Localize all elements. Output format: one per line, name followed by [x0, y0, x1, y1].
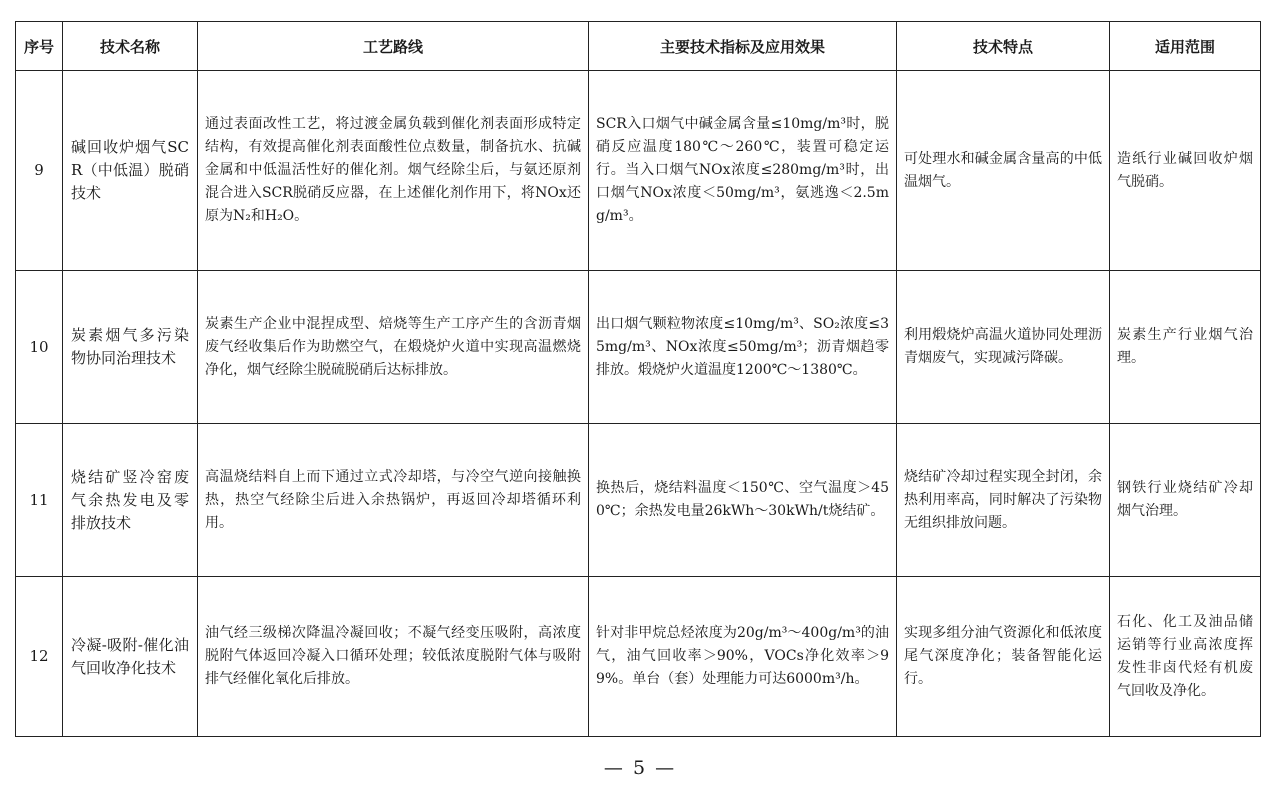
row-scope: 钢铁行业烧结矿冷却烟气治理。 — [1110, 424, 1261, 577]
page-number: — 5 — — [603, 757, 677, 779]
technology-table — [15, 21, 1261, 737]
table-row — [16, 71, 1261, 271]
row-process-route: 炭素生产企业中混捏成型、焙烧等生产工序产生的含沥青烟废气经收集后作为助燃空气，在煅烧炉火道中实现高温燃烧净化，烟气经除尘脱硫脱硝后达标排放。 — [198, 271, 589, 424]
row-process-route: 油气经三级梯次降温冷凝回收；不凝气经变压吸附，高浓度脱附气体返回冷凝入口循环处理；较低浓度脱附气体与吸附排气经催化氧化后排放。 — [198, 577, 589, 737]
row-indicators: 针对非甲烷总烃浓度为20g/m³～400g/m³的油气，油气回收率＞90%，VOCs净化效率＞99%。单台（套）处理能力可达6000m³/h。 — [589, 577, 897, 737]
row-indicators: 换热后，烧结料温度＜150℃、空气温度＞450℃；余热发电量26kWh～30kWh/t烧结矿。 — [589, 424, 897, 577]
row-indicators: 出口烟气颗粒物浓度≤10mg/m³、SO₂浓度≤35mg/m³、NOx浓度≤50mg/m³；沥青烟趋零排放。煅烧炉火道温度1200℃～1380℃。 — [589, 271, 897, 424]
table-header-row — [16, 22, 1261, 71]
header-index: 序号 — [16, 22, 63, 71]
row-features: 利用煅烧炉高温火道协同处理沥青烟废气，实现减污降碳。 — [897, 271, 1110, 424]
table-row — [16, 271, 1261, 424]
row-features: 可处理水和碱金属含量高的中低温烟气。 — [897, 71, 1110, 271]
row-index: 10 — [16, 271, 63, 424]
row-index: 12 — [16, 577, 63, 737]
row-index: 9 — [16, 71, 63, 271]
row-tech-name: 碱回收炉烟气SCR（中低温）脱硝技术 — [63, 71, 198, 271]
header-features: 技术特点 — [897, 22, 1110, 71]
row-tech-name: 冷凝-吸附-催化油气回收净化技术 — [63, 577, 198, 737]
table-row — [16, 577, 1261, 737]
row-index: 11 — [16, 424, 63, 577]
row-features: 烧结矿冷却过程实现全封闭，余热利用率高，同时解决了污染物无组织排放问题。 — [897, 424, 1110, 577]
row-tech-name: 烧结矿竖冷窑废气余热发电及零排放技术 — [63, 424, 198, 577]
header-tech-name: 技术名称 — [63, 22, 198, 71]
row-scope: 石化、化工及油品储运销等行业高浓度挥发性非卤代烃有机废气回收及净化。 — [1110, 577, 1261, 737]
table-row — [16, 424, 1261, 577]
header-indicators: 主要技术指标及应用效果 — [589, 22, 897, 71]
row-process-route: 通过表面改性工艺，将过渡金属负载到催化剂表面形成特定结构，有效提高催化剂表面酸性位点数量，制备抗水、抗碱金属和中低温活性好的催化剂。烟气经除尘后，与氨还原剂混合进入SCR脱硝反应器，在上述催化剂作用下，将NOx还原为N₂和H₂O。 — [198, 71, 589, 271]
header-process-route: 工艺路线 — [198, 22, 589, 71]
header-scope: 适用范围 — [1110, 22, 1261, 71]
row-process-route: 高温烧结料自上而下通过立式冷却塔，与冷空气逆向接触换热，热空气经除尘后进入余热锅炉，再返回冷却塔循环利用。 — [198, 424, 589, 577]
row-scope: 炭素生产行业烟气治理。 — [1110, 271, 1261, 424]
row-tech-name: 炭素烟气多污染物协同治理技术 — [63, 271, 198, 424]
row-features: 实现多组分油气资源化和低浓度尾气深度净化；装备智能化运行。 — [897, 577, 1110, 737]
row-indicators: SCR入口烟气中碱金属含量≤10mg/m³时，脱硝反应温度180℃～260℃，装置可稳定运行。当入口烟气NOx浓度≤280mg/m³时，出口烟气NOx浓度＜50mg/m³，氨逃逸＜2.5mg/m³。 — [589, 71, 897, 271]
row-scope: 造纸行业碱回收炉烟气脱硝。 — [1110, 71, 1261, 271]
